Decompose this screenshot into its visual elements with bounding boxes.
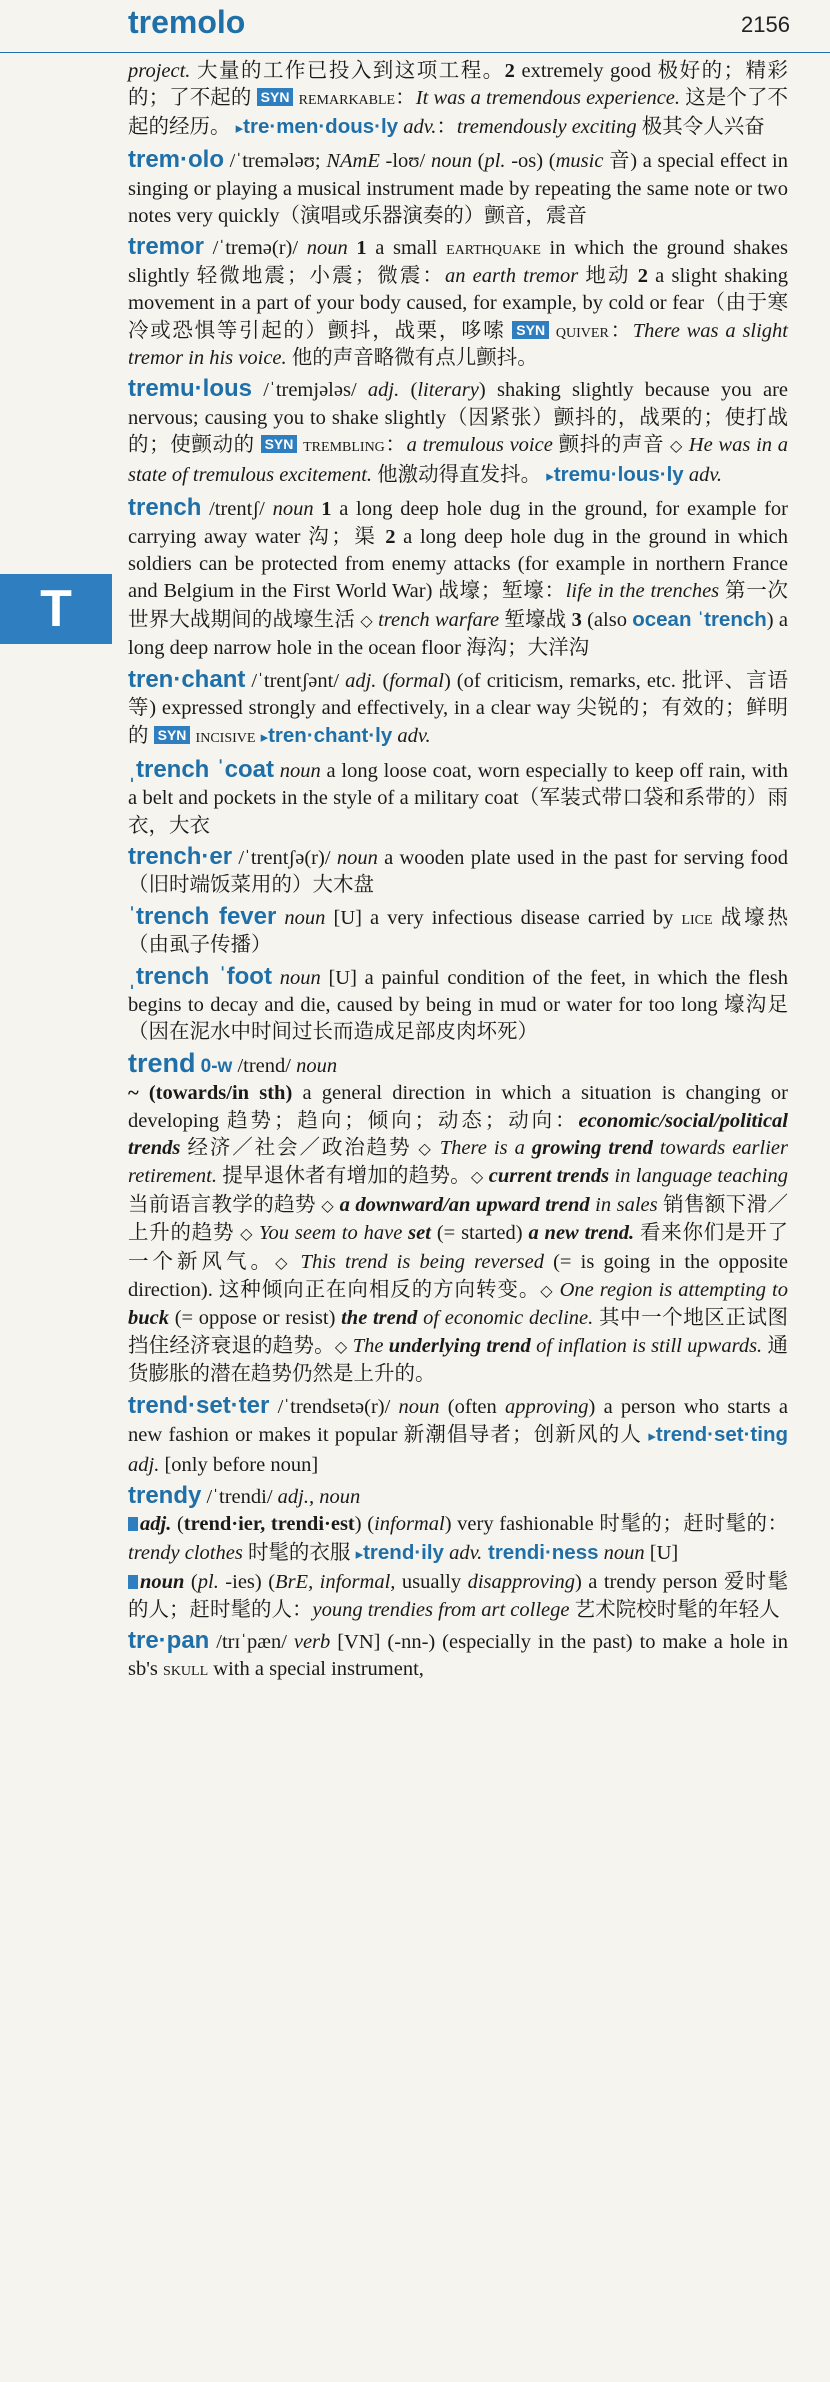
arrow-icon: ▸ <box>260 730 269 747</box>
entry-column <box>128 58 788 1687</box>
running-head: tremolo <box>128 4 246 40</box>
entry-trench-fever: ˈtrench fever noun [U] a very infectious disease carried by lice 战壕热（由虱子传播） <box>128 902 789 957</box>
variant-headword[interactable]: ocean ˈtrench <box>632 607 767 631</box>
headword[interactable]: tre·pan <box>128 1626 210 1654</box>
derived-headword[interactable]: tremu·lous·ly <box>553 462 684 486</box>
page-number: 2156 <box>741 12 790 37</box>
diamond-icon: ◇ <box>670 438 683 456</box>
entry-trendsetter: trend·set·ter /ˈtrendsetә(r)/ noun (often approving) a person who starts a new fashion or makes it popular 新潮倡导者；创新风的人 ▸trend·set·ting adj. [only before noun] <box>128 1391 788 1476</box>
syn-badge: SYN <box>261 435 298 453</box>
entry-tremulous: tremu·lous /ˈtremjәlәs/ adj. (literary) shaking slightly because you are nervous; causing you to shake slightly（因紧张）颤抖的，战栗的；使打战的；使颤动的 SYN trembling：a tremulous voice 颤抖的声音 ◇ He was in a state of tremulous excitement. 他激动得直发抖。 ▸tremu·lous·ly adv. <box>128 375 789 486</box>
syn-badge: SYN <box>154 726 191 744</box>
syn-badge: SYN <box>512 321 549 339</box>
entry-tremolo: trem·olo /ˈtreməlәʊ; NAmE -loʊ/ noun (pl. -os) (music 音) a special effect in singing or playing a musical instrument made by repeating the same note or two notes very quickly（演唱或乐器演奏的）颤音，震音 <box>128 146 789 228</box>
headword[interactable]: tremu·lous <box>128 375 253 403</box>
arrow-icon: ▸ <box>235 120 244 137</box>
entry-trend: trend 0-w /trend/ noun ~ (towards/in sth) a general direction in which a situation is changing or developing 趋势；趋向；倾向；动态；动向：economic/social/political trends 经济／社会／政治趋势 ◇ There is a growing trend towards earlier retirement. 提早退休者有增加的趋势。◇ current trends in language teaching 当前语言教学的趋势 ◇ a downward/an upward trend in sales 销售额下滑／上升的趋势 ◇ You seem to have set (= started) a new trend. 看来你们是开了一个新风气。◇ This trend is being reversed (= is going in the opposite direction). 这种倾向正在向相反的方向转变。◇ One region is attempting to buck (= oppose or resist) the trend of economic decline. 其中一个地区正试图挡住经济衰退的趋势。◇ The underlying trend of inflation is still upwards. 通货膨胀的潜在趋势仍然是上升的。 <box>128 1047 789 1386</box>
arrow-icon: ▸ <box>648 1429 656 1446</box>
headword[interactable]: trend <box>128 1047 196 1078</box>
headword[interactable]: ˌtrench ˈcoat <box>128 755 274 783</box>
entry-tremendous-continued: project. 大量的工作已投入到这项工程。2 extremely good 极好的；精彩的；了不起的 SYN remarkable：It was a tremendous experience. 这是个了不起的经历。 ▸tre·men·dous·ly adv.：tremendously exciting 极其令人兴奋 <box>128 60 789 138</box>
derived-headword[interactable]: trend·set·ting <box>655 1423 788 1447</box>
headword[interactable]: ˌtrench ˈfoot <box>128 962 272 990</box>
derived-headword[interactable]: trend·ily <box>363 1540 444 1564</box>
entry-trench: trench /trentʃ/ noun 1 a long deep hole dug in the ground, for example for carrying away water 沟；渠 2 a long deep hole dug in the ground in which soldiers can be protected from enemy attacks (for example in northern France and Belgium in the First World War) 战壕；堑壕：life in the trenches 第一次世界大战期间的战壕生活 ◇ trench warfare 堑壕战 3 (also ocean ˈtrench) a long deep narrow hole in the ocean floor 海沟；大洋沟 <box>128 494 789 660</box>
entry-tremor: tremor /ˈtremә(r)/ noun 1 a small earthquake in which the ground shakes slightly 轻微地震；小震；微震：an earth tremor 地动 2 a slight shaking movement in a part of your body caused, for example, by cold or fear（由于寒冷或恐惧等引起的）颤抖，战栗，哆嗦 SYN quiver：There was a slight tremor in his voice. 他的声音略微有点儿颤抖。 <box>128 233 789 370</box>
headword[interactable]: trendy <box>128 1481 202 1509</box>
diamond-icon: ◇ <box>334 1338 348 1356</box>
arrow-icon: ▸ <box>355 1546 364 1563</box>
entry-trencher: trench·er /ˈtrentʃә(r)/ noun a wooden plate used in the past for serving food（旧时端饭菜用的）大木盘 <box>128 842 788 897</box>
derived-headword[interactable]: tren·chant·ly <box>268 724 393 748</box>
headword[interactable]: tren·chant <box>128 665 246 693</box>
sense-marker <box>128 1575 138 1589</box>
key-icon: 0-w <box>200 1055 233 1077</box>
diamond-icon: ◇ <box>540 1283 554 1301</box>
diamond-icon: ◇ <box>360 612 373 630</box>
entry-trench-foot: ˌtrench ˈfoot noun [U] a painful condition of the feet, in which the flesh begins to decay and die, caused by being in mud or water for too long 壕沟足（因在泥水中时间过长而造成足部皮肉坏死） <box>128 962 788 1044</box>
page-header <box>0 0 830 53</box>
headword[interactable]: trem·olo <box>128 146 224 174</box>
sense-marker <box>128 1517 138 1531</box>
derived-headword[interactable]: trendi·ness <box>482 1540 599 1564</box>
letter-thumb-tab[interactable]: T <box>0 574 112 644</box>
headword[interactable]: trend·set·ter <box>128 1391 270 1419</box>
entry-trendy: trendy /ˈtrendi/ adj., noun adj. (trend·ier, trendi·est) (informal) very fashionable 时髦的；赶时髦的：trendy clothes 时髦的衣服 ▸trend·ily adv. trendi·ness noun [U] noun (pl. -ies) (BrE, informal, usually disapproving) a trendy person 爱时髦的人；赶时髦的人：young trendies from art college 艺术院校时髦的年轻人 <box>128 1481 788 1621</box>
headword[interactable]: tremor <box>128 233 205 261</box>
diamond-icon: ◇ <box>321 1197 335 1215</box>
headword[interactable]: ˈtrench fever <box>128 902 277 930</box>
headword[interactable]: trench·er <box>128 842 233 870</box>
syn-badge: SYN <box>257 88 294 106</box>
entry-trepan: tre·pan /trɪˈpæn/ verb [VN] (-nn-) (especially in the past) to make a hole in sb's skull with a special instrument, <box>128 1626 789 1681</box>
headword[interactable]: trench <box>128 494 202 522</box>
diamond-icon: ◇ <box>240 1226 254 1244</box>
entry-trench-coat: ˌtrench ˈcoat noun a long loose coat, worn especially to keep off rain, with a belt and pockets in the style of a military coat（军装式带口袋和系带的）雨衣，大衣 <box>128 755 789 837</box>
entry-trenchant: tren·chant /ˈtrentʃәnt/ adj. (formal) (of criticism, remarks, etc. 批评、言语等) expressed strongly and effectively, in a clear way 尖锐的；有效的；鲜明的 SYN incisive ▸tren·chant·ly adv. <box>128 665 788 748</box>
derived-headword[interactable]: tre·men·dous·ly <box>243 114 399 138</box>
arrow-icon: ▸ <box>546 468 554 485</box>
diamond-icon: ◇ <box>470 1169 484 1187</box>
diamond-icon: ◇ <box>275 1254 292 1272</box>
diamond-icon: ◇ <box>418 1141 433 1159</box>
